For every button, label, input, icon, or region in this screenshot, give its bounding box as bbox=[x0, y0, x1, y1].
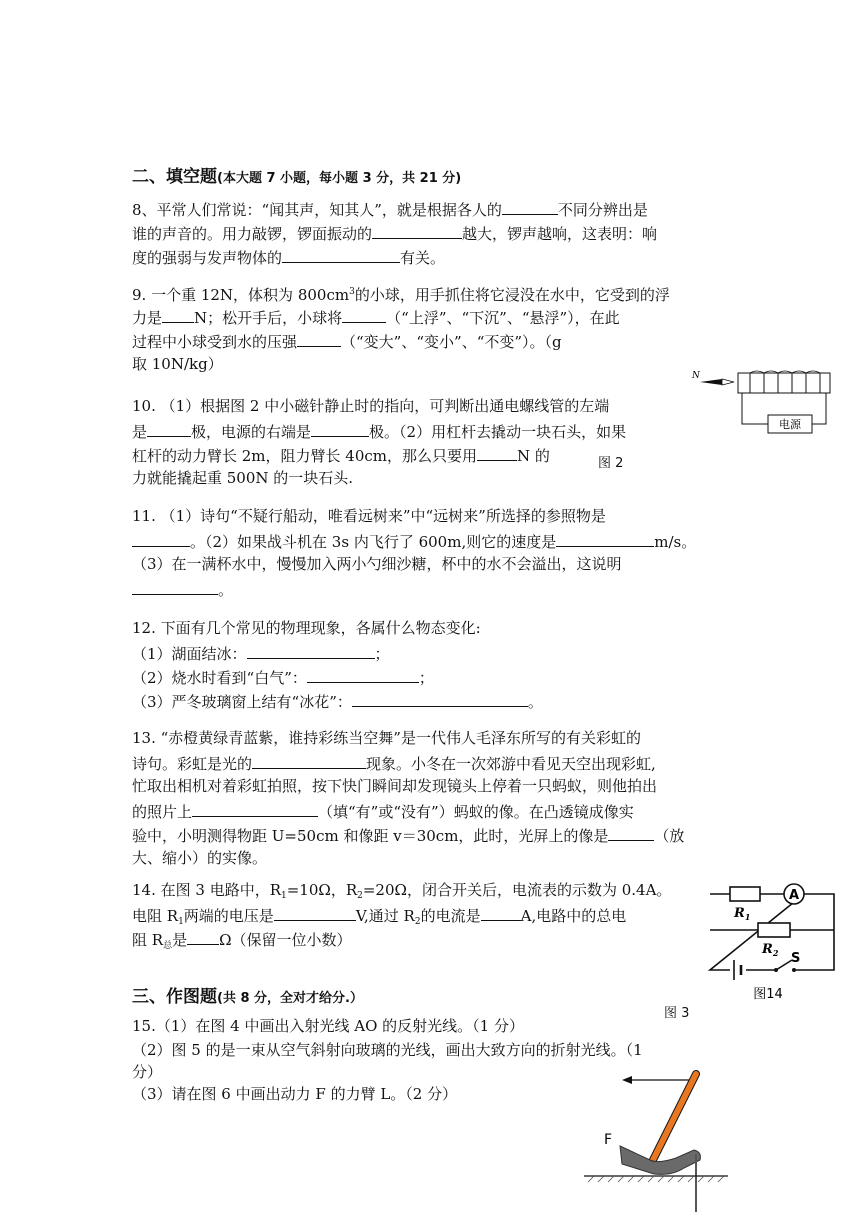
q11-line1: 11. （1）诗句“不疑行船动，唯看远树来”中“远树来”所选择的参照物是 bbox=[132, 507, 606, 525]
resistor-r1 bbox=[730, 887, 760, 901]
answer-blank[interactable] bbox=[192, 800, 318, 817]
answer-blank[interactable] bbox=[247, 642, 375, 659]
q12-line3: （2）烧水时看到“白气”： ； bbox=[132, 666, 434, 688]
q10-line4: 力就能撬起重 500N 的一块石头. bbox=[132, 469, 354, 487]
answer-blank[interactable] bbox=[297, 330, 341, 347]
q13-line3: 忙取出相机对着彩虹拍照，按下快门瞬间却发现镜头上停着一只蚂蚁，则他拍出 bbox=[132, 777, 658, 795]
q11-line3: （3）在一满杯水中，慢慢加入两小勺细沙糖，杯中的水不会溢出，这说明 bbox=[132, 555, 622, 573]
compass-needle-icon bbox=[700, 379, 722, 385]
q13-line1: 13. “赤橙黄绿青蓝紫，谁持彩练当空舞”是一代伟人毛泽东所写的有关彩虹的 bbox=[132, 729, 641, 747]
answer-blank[interactable] bbox=[372, 222, 462, 239]
q12-line4: （3）严冬玻璃窗上结有“冰花”： 。 bbox=[132, 690, 543, 712]
q13-line4: 的照片上 （填“有”或“没有”）蚂蚁的像。在凸透镜成像实 bbox=[132, 800, 634, 822]
answer-blank[interactable] bbox=[311, 420, 369, 437]
section-title: 二、填空题 bbox=[132, 167, 217, 187]
q9-line4: 取 10N/kg） bbox=[132, 355, 223, 373]
q11-line4: 。 bbox=[132, 578, 233, 600]
q14-line2: 电阻 $R_1$两端的电压是 V,通过 $R_2$的电流是 A,电路中的总电 bbox=[132, 904, 626, 932]
answer-blank[interactable] bbox=[307, 666, 419, 683]
q15-line4: （3）请在图 6 中画出动力 F 的力臂 L。（2 分） bbox=[132, 1085, 458, 1103]
q9-line3: 过程中小球受到水的压强 （“变大”、“变小”、“不变”）。（g bbox=[132, 330, 562, 352]
svg-text:R1: $R_1$ bbox=[734, 906, 751, 922]
power-supply-label: 电源 bbox=[779, 418, 801, 431]
answer-blank[interactable] bbox=[342, 306, 386, 323]
force-label: F bbox=[604, 1132, 613, 1148]
q12-line2: （1）湖面结冰： ； bbox=[132, 642, 390, 664]
answer-blank[interactable] bbox=[608, 824, 654, 841]
q12-line1: 12. 下面有几个常见的物理现象，各属什么物态变化: bbox=[132, 619, 481, 637]
answer-blank[interactable] bbox=[282, 246, 400, 263]
q15-line2: （2）图 5 的是一束从空气斜射向玻璃的光线，画出大致方向的折射光线。（1 bbox=[132, 1041, 643, 1059]
answer-blank[interactable] bbox=[147, 420, 191, 437]
q13-line5: 验中，小明测得物距 U=50cm 和像距 v＝30cm，此时，光屏上的像是 （放 bbox=[132, 824, 684, 846]
arrow-left-icon bbox=[622, 1076, 632, 1084]
q13-line2: 诗句。彩虹是光的 现象。小冬在一次郊游中看见天空出现彩虹, bbox=[132, 752, 656, 774]
answer-blank[interactable] bbox=[556, 530, 654, 547]
svg-text:S: S bbox=[791, 951, 801, 966]
resistor-r2 bbox=[758, 923, 790, 937]
answer-blank[interactable] bbox=[162, 306, 194, 323]
figure-3-caption: 图 3 bbox=[664, 1006, 690, 1021]
q10-line1: 10. （1）根据图 2 中小磁针静止时的指向，可判断出通电螺线管的左端 bbox=[132, 397, 610, 415]
figure-2-caption: 图 2 bbox=[598, 456, 624, 471]
q9-line2: 力是 N；松开手后，小球将 （“上浮”、“下沉”、“悬浮”），在此 bbox=[132, 306, 620, 328]
q8-line1: 8、平常人们常说：“闻其声，知其人”，就是根据各人的 不同分辨出是 bbox=[132, 198, 648, 220]
q8-line2: 谁的声音的。用力敲锣，锣面振动的 越大，锣声越响，这表明：响 bbox=[132, 222, 657, 244]
figure-2-solenoid bbox=[690, 366, 838, 438]
q15-line3: 分） bbox=[132, 1063, 163, 1081]
q10-line3: 杠杆的动力臂长 2m，阻力臂长 40cm，那么只要用 N 的 bbox=[132, 444, 550, 466]
answer-blank[interactable] bbox=[481, 904, 521, 921]
q13-line6: 大、缩小）的实像。 bbox=[132, 849, 268, 867]
q14-line1: 14. 在图 3 电路中，$R_1=10\Omega$，$R_2=20\Omega$，闭合开关后，电流表的示数为 0.4A。 bbox=[132, 881, 672, 901]
q8-line3: 度的强弱与发声物体的 有关。 bbox=[132, 246, 445, 268]
answer-blank[interactable] bbox=[502, 198, 558, 215]
answer-blank[interactable] bbox=[132, 578, 218, 595]
answer-blank[interactable] bbox=[187, 928, 219, 945]
section-note: (共 8 分，全对才给分.） bbox=[217, 991, 363, 1006]
figure-6-lever bbox=[584, 1064, 728, 1214]
figure-3-circuit bbox=[704, 876, 844, 1002]
answer-blank[interactable] bbox=[252, 752, 366, 769]
svg-text:R2: $R_2$ bbox=[762, 942, 779, 958]
section-2-heading bbox=[132, 162, 461, 187]
answer-blank[interactable] bbox=[274, 904, 356, 921]
section-3-heading bbox=[132, 982, 363, 1007]
figure-title: 图14 bbox=[753, 987, 783, 1002]
answer-blank[interactable] bbox=[477, 444, 517, 461]
answer-blank[interactable] bbox=[132, 530, 190, 547]
answer-blank[interactable] bbox=[352, 690, 528, 707]
q9-line1: 9. 一个重 12N，体积为 $800cm^3$的小球，用手抓住将它浸没在水中，它受到的浮 bbox=[132, 286, 670, 304]
q14-line3: 阻 $R_总$是 Ω（保留一位小数） bbox=[132, 928, 352, 956]
section-note: (本大题 7 小题，每小题 3 分，共 21 分) bbox=[217, 171, 462, 186]
q10-line2: 是 极，电源的右端是 极。（2）用杠杆去撬动一块石头，如果 bbox=[132, 420, 626, 442]
q11-line2: 。（2）如果战斗机在 3s 内飞行了 600m,则它的速度是 m/s。 bbox=[132, 530, 696, 552]
svg-text:A: A bbox=[788, 888, 800, 903]
compass-n-label: N bbox=[692, 371, 700, 381]
section-title: 三、作图题 bbox=[132, 987, 217, 1007]
q15-line1: 15.（1）在图 4 中画出入射光线 AO 的反射光线。（1 分） bbox=[132, 1017, 524, 1035]
